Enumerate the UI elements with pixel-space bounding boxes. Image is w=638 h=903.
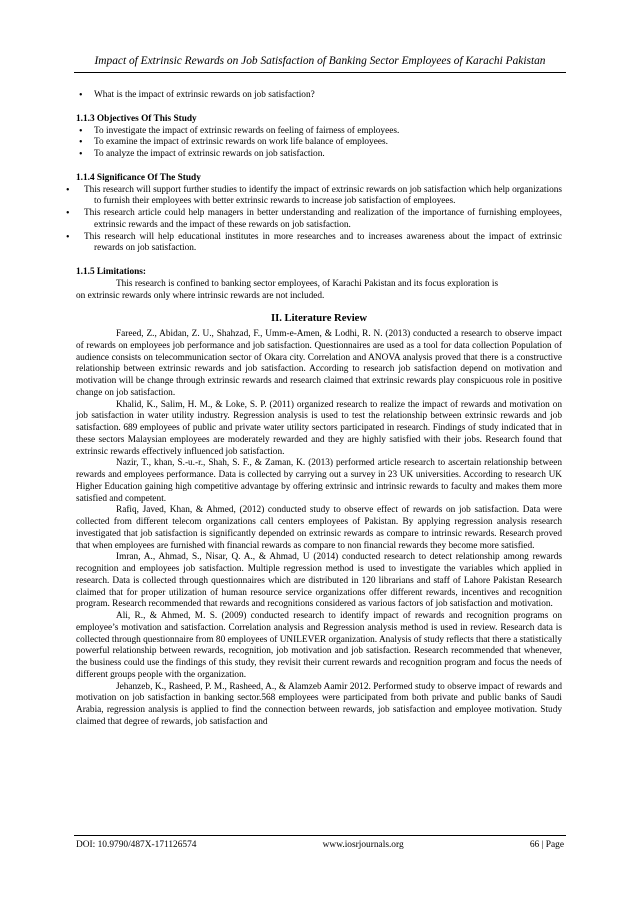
review-paragraph: Khalid, K., Salim, H. M., & Loke, S. P. (2011) organized research to realize the impact of rewards and motivation on job satisfaction in water utility industry. Regression analysis is used to test the relationship between extrinsic rewards and job satisfaction. 689 employees of public and private water utility sectors participated in research. Findings of study indicated that in these sectors Malaysian employees are moderately rewarded and they are highly satisfied with their jobs. Research found that extrinsic rewards effectively influenced job satisfaction. xyxy=(76,399,562,457)
limitations-text-continued: on extrinsic rewards only where intrinsic rewards are not included. xyxy=(76,290,325,301)
footer-rule xyxy=(74,835,566,836)
limitations-text: This research is confined to banking sector employees, of Karachi Pakistan and its focus exploration is xyxy=(116,278,499,289)
review-paragraph: Fareed, Z., Abidan, Z. U., Shahzad, F., Umm-e-Amen, & Lodhi, R. N. (2013) conducted a research to observe impact of rewards on employees job performance and job satisfaction. Questionnaires are used as a tool for data collection Population of audience consists on telecommunication sector of Okara city. Correlation and ANOVA analysis proved that there is a constructive relationship between extrinsic rewards and job satisfaction. According to research job satisfaction depend on motivation and motivation will be change through extrinsic rewards and research claimed that extrinsic rewards play conspicuous role in positive change on job satisfaction. xyxy=(76,329,562,398)
review-paragraph: Imran, A., Ahmad, S., Nisar, Q. A., & Ahmad, U (2014) conducted research to detect relationship among rewards recognition and employees job satisfaction. Multiple regression method is used to investigate the variables which applied in research. Data is collected through questionnaires which are distributed in 120 librarians and staff of Lahore Pakistan Research claimed that for proper utilization of human resource service organizations offer different rewards, incentives and recognition program. Research recommended that rewards and recognitions considered as various factors of job satisfaction and motivation. xyxy=(76,552,562,610)
significance-heading: 1.1.4 Significance Of The Study xyxy=(76,172,201,183)
objective-item: • To analyze the impact of extrinsic rewards on job satisfaction. xyxy=(76,149,562,161)
section-title: II. Literature Review xyxy=(270,313,367,325)
limitations-heading: 1.1.5 Limitations: xyxy=(76,267,146,277)
significance-item: • This research will help educational institutes in more researches and to increases awareness about the impact of extrinsic rewards on job satisfaction. xyxy=(76,232,562,256)
review-paragraph: Rafiq, Javed, Khan, & Ahmed, (2012) conducted study to observe effect of rewards on job satisfaction. Data were collected from different telecom organizations call centers employees of Pakistan. By applying regression analysis research investigated that job satisfaction is significantly depended on extrinsic rewards as compare to intrinsic rewards. Research proved that when employees are furnished with financial rewards as compare to non financial rewards they become more satisfied. xyxy=(76,505,562,551)
footer-doi: DOI: 10.9790/487X-171126574 xyxy=(76,840,197,850)
objective-item: • To examine the impact of extrinsic rewards on work life balance of employees. xyxy=(76,137,562,149)
page-body xyxy=(76,90,562,729)
review-paragraph: Nazir, T., khan, S.-u.-r., Shah, S. F., & Zaman, K. (2013) performed article research to ascertain relationship between rewards and employees performance. Data is collected by carrying out a survey in 23 UK universities. According to research UK Higher Education gaining high competitive advantage by offering extrinsic and intrinsic rewards to faculty and makes them more satisfied and competent. xyxy=(76,458,562,504)
running-header: Impact of Extrinsic Rewards on Job Satisfaction of Banking Sector Employees of Karachi Pakistan xyxy=(94,55,546,67)
significance-item: • This research article could help managers in better understanding and realization of the importance of furnishing employees, extrinsic rewards and the impact of these rewards on job satisfaction. xyxy=(76,208,562,232)
objective-item: • To investigate the impact of extrinsic rewards on feeling of fairness of employees. xyxy=(76,126,562,138)
objectives-heading: 1.1.3 Objectives Of This Study xyxy=(76,113,197,124)
header-rule xyxy=(74,72,566,73)
page-footer xyxy=(76,840,564,850)
review-paragraph: Ali, R., & Ahmed, M. S. (2009) conducted research to identify impact of rewards and recognition programs on employee’s motivation and satisfaction. Correlation analysis and Regression analysis method is used in review. Research data is collected through questionnaire from 80 employees of UNILEVER organization. Analysis of study reflects that there a statistically powerful relationship between rewards, recognition, job motivation and job satisfaction. Research recommended that whenever, the business could use the findings of this study, they revisit their current rewards and recognition program and focus the needs of different groups people with the organization. xyxy=(76,611,562,680)
footer-page-number: 66 | Page xyxy=(529,840,564,850)
footer-website: www.iosrjournals.org xyxy=(322,840,404,850)
research-question-bullet: • What is the impact of extrinsic rewards on job satisfaction? xyxy=(76,90,562,102)
significance-item: • This research will support further studies to identify the impact of extrinsic rewards on job satisfaction which help organizations to furnish their employees with better extrinsic rewards to increase job satisfaction of employees. xyxy=(76,185,562,209)
review-paragraph: Jehanzeb, K., Rasheed, P. M., Rasheed, A., & Alamzeb Aamir 2012. Performed study to observe impact of rewards and motivation on job satisfaction in banking sector.568 employees were participated from both private and public banks of Saudi Arabia, regression analysis is applied to find the connection between rewards, job satisfaction and employee motivation. Study claimed that degree of rewards, job satisfaction and xyxy=(76,681,562,727)
